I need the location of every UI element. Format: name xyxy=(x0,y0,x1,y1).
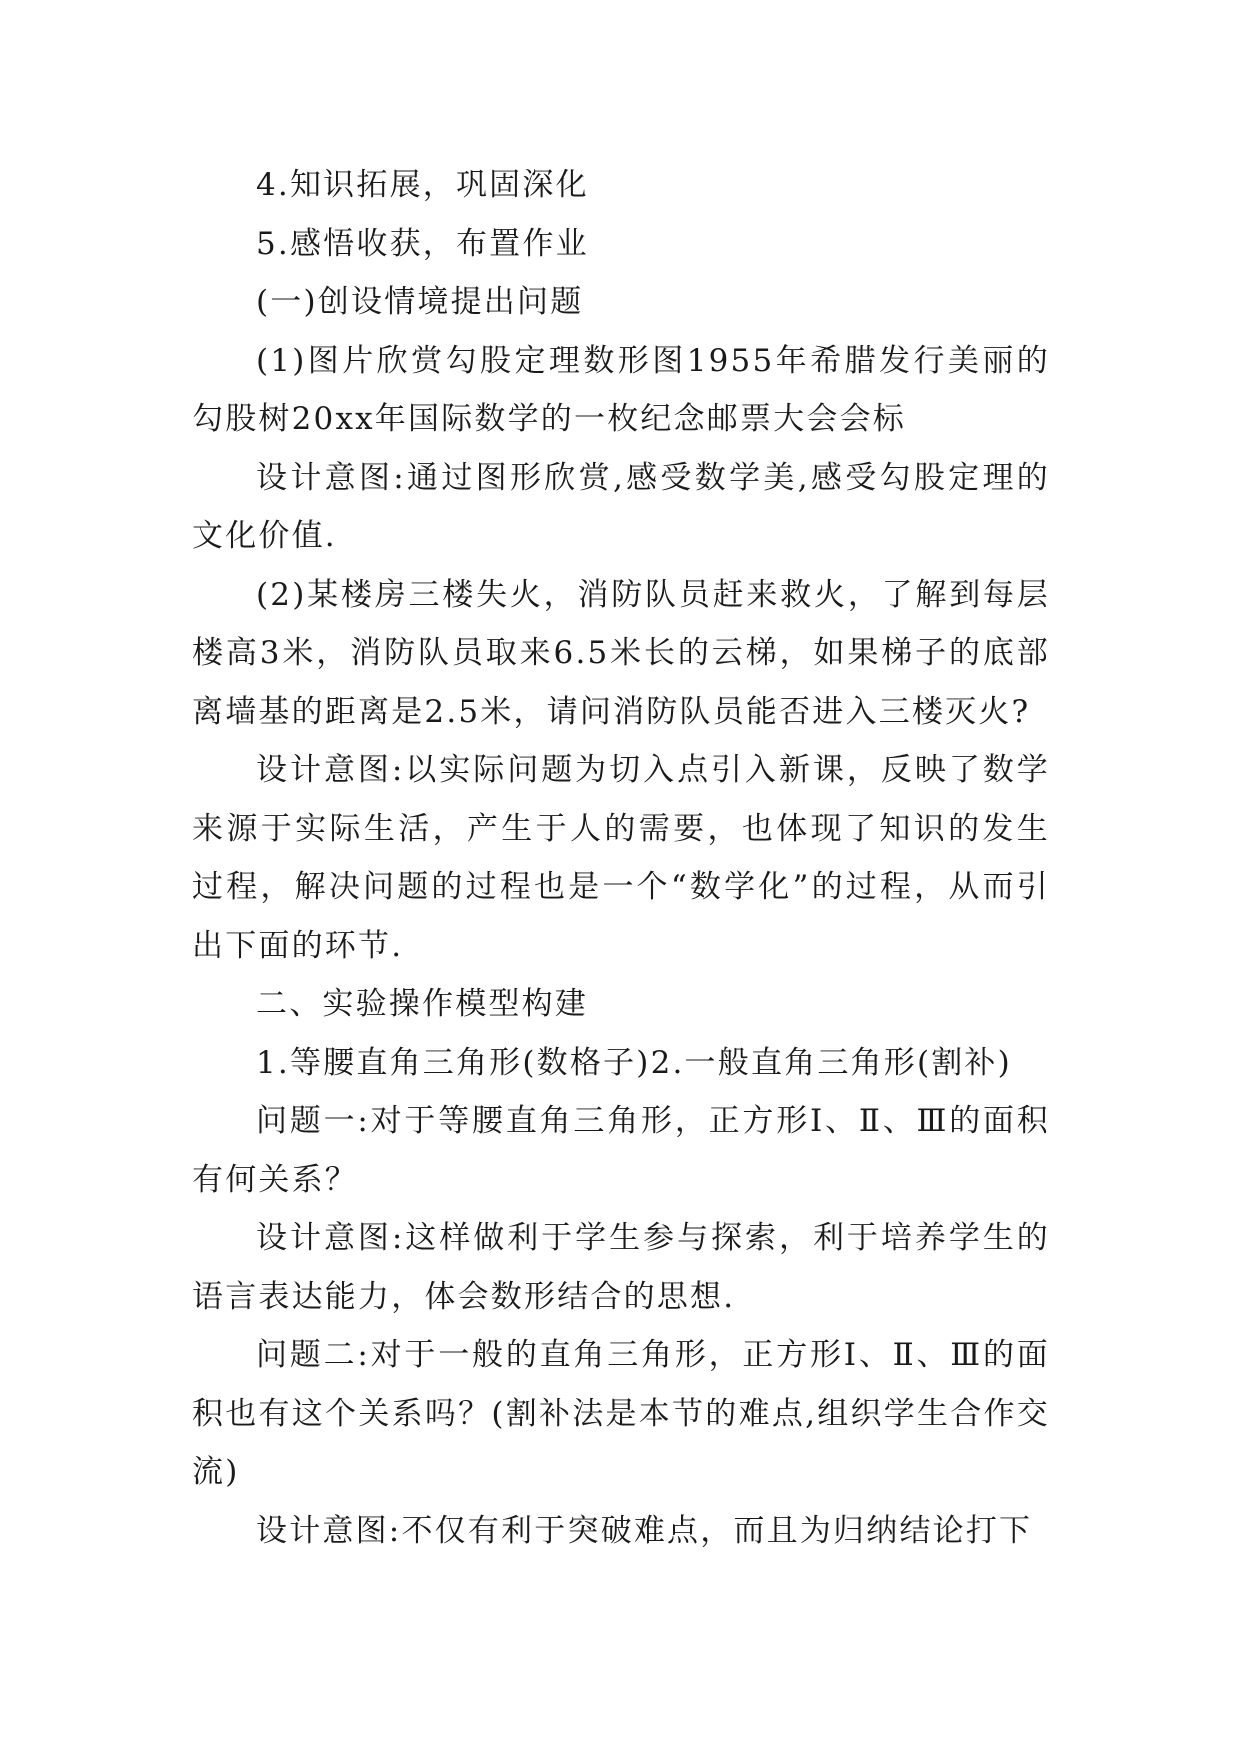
section-heading-scenario: (一)创设情境提出问题 xyxy=(256,284,584,320)
paragraph-fire-problem: (2)某楼房三楼失火，消防队员赶来救火，了解到每层楼高3米，消防队员取来6.5米长的云梯，如果梯子的底部离墙基的距离是2.5米，请问消防队员能否进入三楼灭火? xyxy=(192,576,1050,730)
paragraph-design-intent-3: 设计意图:这样做利于学生参与探索，利于培养学生的语言表达能力，体会数形结合的思想. xyxy=(192,1220,1050,1315)
paragraph-question-one: 问题一:对于等腰直角三角形，正方形Ⅰ、Ⅱ、Ⅲ的面积有何关系？ xyxy=(192,1103,1050,1198)
paragraph-picture-appreciation: (1)图片欣赏勾股定理数形图1955年希腊发行美丽的勾股树20xx年国际数学的一枚纪念邮票大会会标 xyxy=(192,342,1050,437)
paragraph-question-two: 问题二:对于一般的直角三角形，正方形Ⅰ、Ⅱ、Ⅲ的面积也有这个关系吗？(割补法是本节的难点,组织学生合作交流) xyxy=(192,1337,1050,1490)
list-item-reflection-homework: 5.感悟收获，布置作业 xyxy=(256,225,589,262)
list-item-knowledge-expansion: 4.知识拓展，巩固深化 xyxy=(256,167,589,203)
paragraph-design-intent-2: 设计意图:以实际问题为切入点引入新课，反映了数学来源于实际生活，产生于人的需要，也体现了知识的发生过程，解决问题的过程也是一个“数学化”的过程，从而引出下面的环节. xyxy=(192,752,1050,964)
paragraph-triangle-types: 1.等腰直角三角形(数格子)2.一般直角三角形(割补) xyxy=(256,1044,1012,1081)
document-body xyxy=(192,156,1050,1560)
paragraph-design-intent-4: 设计意图:不仅有利于突破难点，而且为归纳结论打下 xyxy=(256,1512,1033,1549)
section-heading-experiment: 二、实验操作模型构建 xyxy=(256,986,588,1022)
paragraph-design-intent-1: 设计意图:通过图形欣赏,感受数学美,感受勾股定理的文化价值. xyxy=(192,459,1050,554)
